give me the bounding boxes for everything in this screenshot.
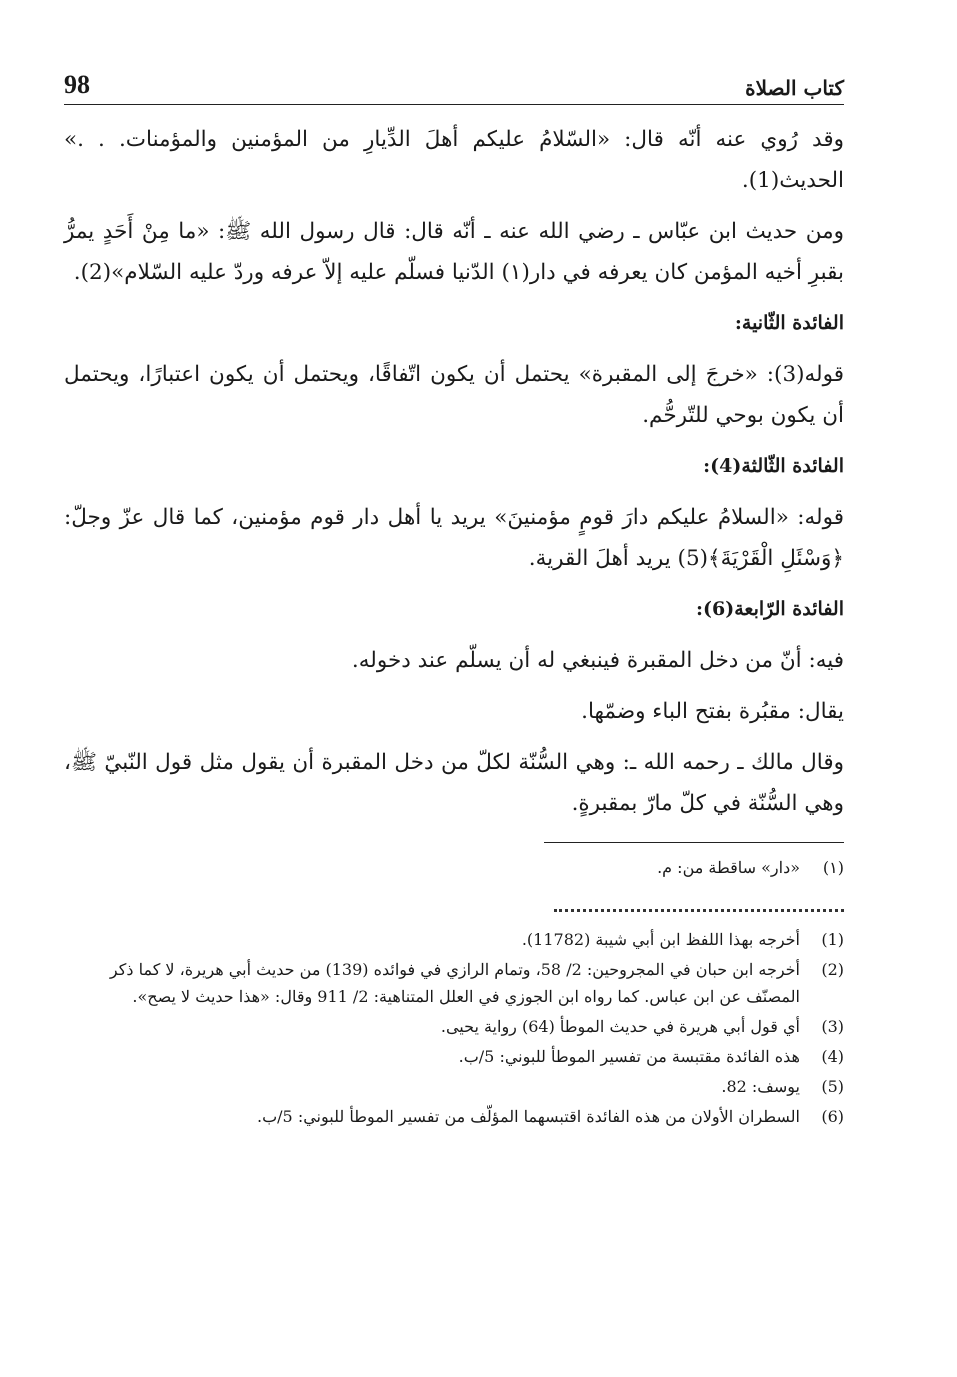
paragraph-2: ومن حديث ابن عبّاس ـ رضي الله عنه ـ أنّه قال: قال رسول الله ﷺ: «ما مِنْ أَحَدٍ يمرُّ بقبرِ أخيه المؤمن كان يعرفه في دار(١) الدّنيا فسلّم عليه إلاّ عرفه وردّ عليه السّلام»(2). <box>64 219 844 285</box>
footnote-text: هذه الفائدة مقتبسة من تفسير الموطأ للبوني: 5/ب. <box>458 1047 800 1066</box>
paragraph-5: فيه: أنّ من دخل المقبرة فينبغي له أن يسلّم عند دخوله. <box>351 648 844 673</box>
footnote <box>64 1073 844 1100</box>
footnote-text: السطران الأولان من هذه الفائدة اقتبسهما المؤلّف من تفسير الموطأ للبوني: 5/ب. <box>257 1107 800 1126</box>
footnote-text: يوسف: 82. <box>721 1077 800 1096</box>
manuscript-note-text: «دار» ساقطة من: م. <box>657 858 800 877</box>
footnotes <box>64 926 844 1130</box>
book-page <box>64 60 844 1133</box>
running-title: كتاب الصلاة <box>745 76 844 100</box>
manuscript-note <box>64 855 844 881</box>
footnote-number: (1) <box>821 930 844 949</box>
section-heading-2: الفائدة الثّانية: <box>734 312 844 334</box>
section-heading-4: الفائدة الرّابعة(6): <box>695 598 844 620</box>
paragraph-1: وقد رُوي عنه أنّه قال: «السّلامُ عليكم أهلَ الدِّيارِ من المؤمنين والمؤمنات. . .» الحديث(1). <box>64 127 844 193</box>
footnote <box>64 926 844 953</box>
paragraph-7: وقال مالك ـ رحمه الله ـ: وهي السُّنّة لكلّ من دخل المقبرة أن يقول مثل قول النّبيّ ﷺ، وهي السُّنّة في كلّ مارّ بمقبرةٍ. <box>64 750 844 816</box>
section-heading-3: الفائدة الثّالثة(4): <box>703 455 844 477</box>
footnote-number: (2) <box>821 960 844 979</box>
footnote-number: (6) <box>821 1107 844 1126</box>
footnote-number: (5) <box>821 1077 844 1096</box>
footnote-number: (4) <box>821 1047 844 1066</box>
page-number: 98 <box>64 70 90 99</box>
footnote-separator <box>544 842 844 843</box>
footnote-text: أخرجه بهذا اللفظ ابن أبي شيبة (11782). <box>521 930 800 949</box>
page-header <box>64 60 844 105</box>
footnote-text: أخرجه ابن حبان في المجروحين: 2/ 58، وتمام الرازي في فوائده (139) من حديث أبي هريرة، لا كما ذكر المصنّف عن ابن عباس. كما رواه ابن الجوزي في العلل المتناهية: 2/ 911 وقال: «هذا حديث لا يصح». <box>109 960 800 1006</box>
footnote <box>64 956 844 1010</box>
paragraph-6: يقال: مقبُرة بفتح الباء وضمّها. <box>581 699 844 724</box>
main-text <box>64 119 844 824</box>
dotted-separator <box>554 909 844 912</box>
footnote <box>64 1103 844 1130</box>
footnote <box>64 1013 844 1040</box>
paragraph-3: قوله(3): «خرجَ إلى المقبرة» يحتمل أن يكون اتّفاقًا، ويحتمل أن يكون اعتبارًا، ويحتمل أن يكون بوحي للتّرحُّم. <box>64 362 844 428</box>
footnote-text: أي قول أبي هريرة في حديث الموطأ (64) رواية يحيى. <box>440 1017 800 1036</box>
paragraph-4: قوله: «السلامُ عليكم دارَ قومٍ مؤمنينَ» يريد يا أهل دار قوم مؤمنين، كما قال عزّ وجلّ: ﴿وَسْئَلِ الْقَرْيَةَ﴾(5) يريد أهلَ القرية. <box>64 505 844 571</box>
manuscript-note-number: (١) <box>822 858 844 877</box>
footnote <box>64 1043 844 1070</box>
footnote-number: (3) <box>821 1017 844 1036</box>
